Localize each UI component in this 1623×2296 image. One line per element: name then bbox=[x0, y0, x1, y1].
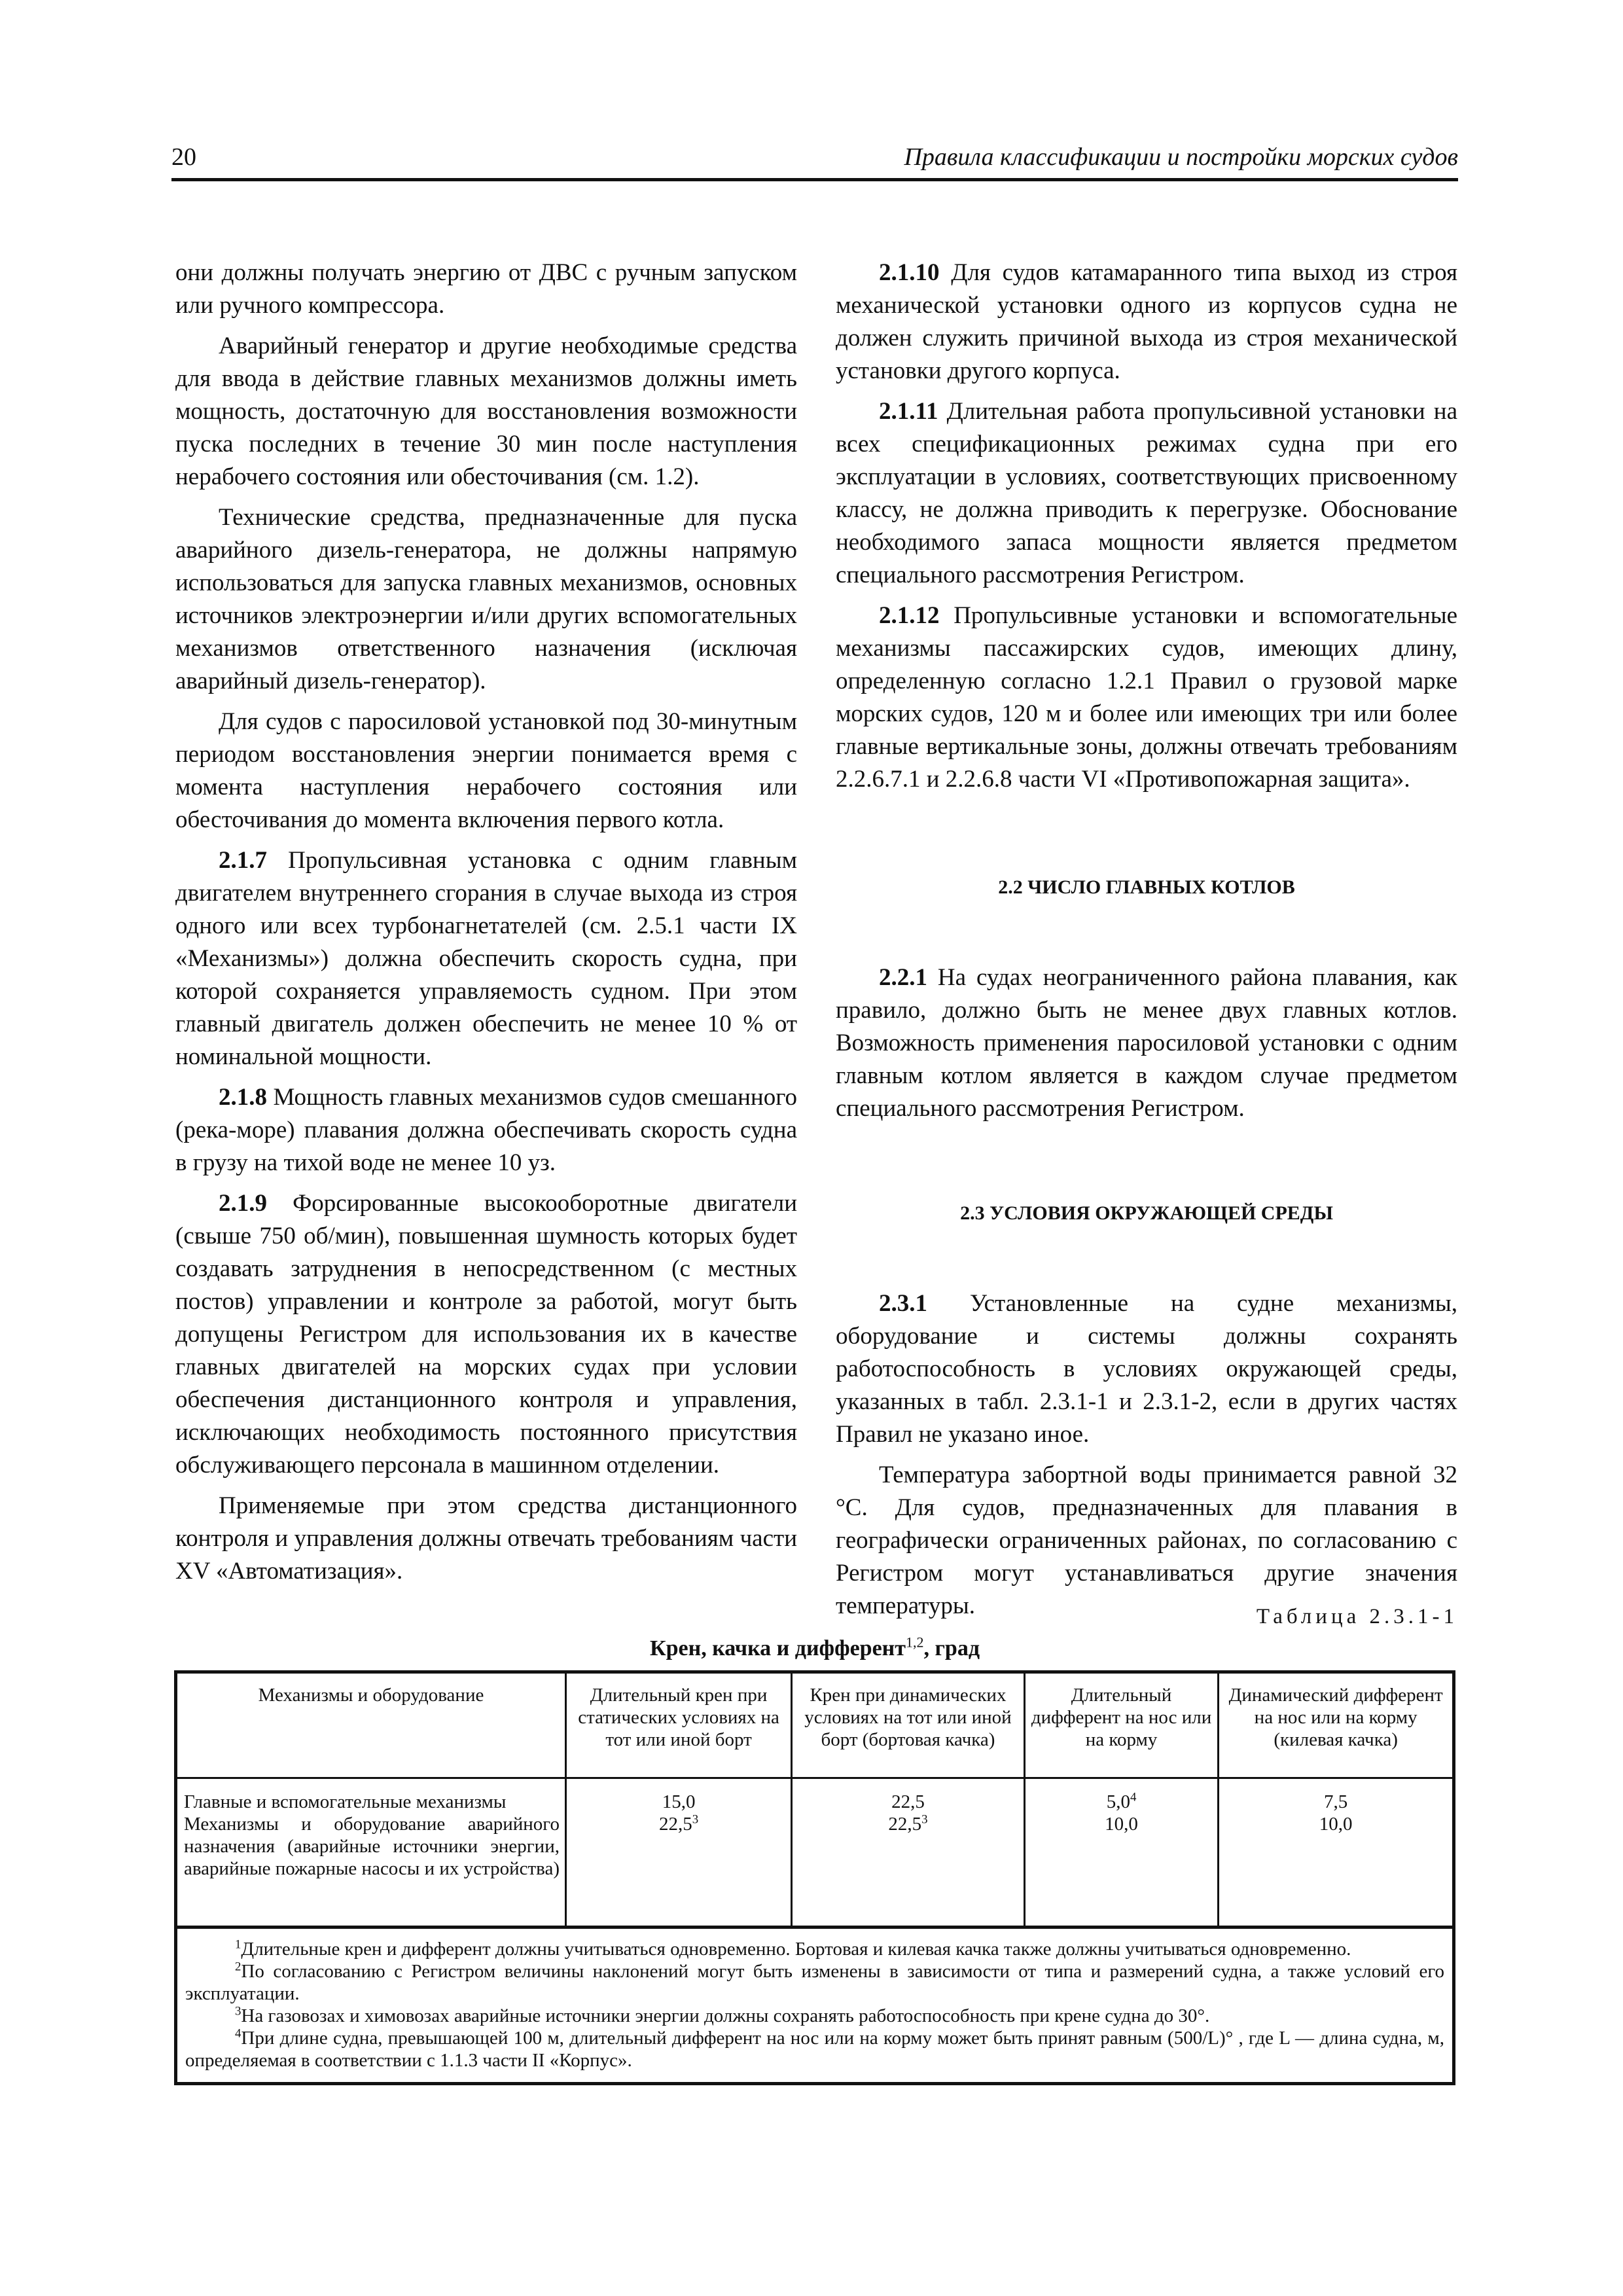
table-header-cell: Механизмы и оборудование bbox=[176, 1672, 566, 1778]
table-note: $^3$На газовозах и химовозах аварийные источники энергии должны сохранять работоспособность при крене судна до 30°. bbox=[235, 2004, 1210, 2026]
paragraph: Технические средства, предназначенные для пуска аварийного дизель-генератора, не должны напрямую использоваться для запуска главных механизмов, основных источников электроэнергии и/или других вспомогательных механизмов ответственного назначения (исключая аварийный дизель-генератор). bbox=[175, 504, 797, 694]
table-header-cell: Динамический дифферент на нос или на корму (килевая качка) bbox=[1219, 1672, 1454, 1778]
table-row bbox=[176, 1778, 1454, 1928]
paragraph-2-3-1: 2.3.1 Установленные на судне механизмы, оборудование и системы должны сохранять работоспособность в условиях окружающей среды, указанных в табл. 2.3.1-1 и 2.3.1-2, если в других частях Правил не указано иное. bbox=[836, 1290, 1457, 1448]
page-number: 20 bbox=[171, 143, 196, 171]
running-title: Правила классификации и постройки морских судов bbox=[904, 143, 1458, 171]
table-label: Таблица 2.3.1-1 bbox=[1256, 1605, 1458, 1628]
paragraph-2-1-10: 2.1.10 Для судов катамаранного типа выход из строя механической установки одного из корпусов судна не должен служить причиной выхода из строя механической установки другого корпуса. bbox=[836, 259, 1457, 384]
paragraph: Применяемые при этом средства дистанционного контроля и управления должны отвечать требованиям части XV «Автоматизация». bbox=[175, 1492, 797, 1585]
paragraph-2-1-12: 2.1.12 Пропульсивные установки и вспомогательные механизмы пассажирских судов, имеющих длину, определенную согласно 1.2.1 Правил о грузовой марке морских судов, 120 м и более или имеющих три или более главные вертикальные зоны, должны отвечать требованиям 2.2.6.7.1 и 2.2.6.8 части VI «Противопожарная защита». bbox=[836, 602, 1457, 793]
table-title: Крен, качка и дифферент$^{1,2}$, град bbox=[649, 1634, 980, 1660]
paragraph: Для судов с паросиловой установкой под 30-минутным периодом восстановления энергии понимается время с момента наступления нерабочего состояния или обесточивания до момента включения первого котла. bbox=[175, 708, 797, 833]
table-header-row bbox=[176, 1672, 1454, 1778]
paragraph-2-1-9: 2.1.9 Форсированные высокооборотные двигатели (свыше 750 об/мин), повышенная шумность которых будет создавать затруднения в непосредственном (с местных постов) управлении и контроле за работой, могут быть допущены Регистром для использования их в качестве главных двигателей на морских судах при условии обеспечения дистанционного контроля и управления, исключающих необходимость постоянного присутствия обслуживающего персонала в машинном отделении. bbox=[175, 1190, 797, 1479]
table-header-cell: Длительный дифферент на нос или на корму bbox=[1024, 1672, 1219, 1778]
section-heading-2-3: 2.3 УСЛОВИЯ ОКРУЖАЮЩЕЙ СРЕДЫ bbox=[960, 1202, 1333, 1224]
heel-trim-table bbox=[174, 1670, 1455, 2085]
paragraph-2-1-8: 2.1.8 Мощность главных механизмов судов смешанного (река-море) плавания должна обеспечивать скорость судна в грузу на тихой воде не менее 10 уз. bbox=[175, 1084, 797, 1176]
header-rule bbox=[171, 178, 1458, 181]
paragraph: Температура забортной воды принимается равной 32 °С. Для судов, предназначенных для плавания в географически ограниченных районах, по согласованию с Регистром могут устанавливаться другие значения температуры. bbox=[836, 1462, 1457, 1619]
paragraph: они должны получать энергию от ДВС с ручным запуском или ручного компрессора. bbox=[175, 259, 797, 319]
paragraph-2-1-7: 2.1.7 Пропульсивная установка с одним главным двигателем внутреннего сгорания в случае выхода из строя одного или всех турбонагнетателей (см. 2.5.1 части IX «Механизмы») должна обеспечить скорость судна, при которой сохраняется управляемость судном. При этом главный двигатель должен обеспечить не менее 10 % от номинальной мощности. bbox=[175, 847, 797, 1070]
table-note: $^1$Длительные крен и дифферент должны учитываться одновременно. Бортовая и килевая качка также должны учитываться одновременно. bbox=[235, 1937, 1351, 1960]
table-header-cell: Крен при динамических условиях на тот или иной борт (бортовая качка) bbox=[792, 1672, 1025, 1778]
table-cell: 22,5 22,5$^3$ bbox=[792, 1778, 1025, 1928]
table-note: $^2$По согласованию с Регистром величины наклонений могут быть изменены в зависимости от типа и размерений судна, а также условий его эксплуатации. bbox=[185, 1960, 1444, 2004]
left-column bbox=[175, 257, 797, 1596]
paragraph-2-1-11: 2.1.11 Длительная работа пропульсивной установки на всех спецификационных режимах судна при его эксплуатации в условиях, соответствующих присвоенному классу, не должна приводить к перегрузке. Обоснование необходимого запаса мощности является предметом специального рассмотрения Регистром. bbox=[836, 398, 1457, 588]
table-note: $^4$При длине судна, превышающей 100 м, длительный дифферент на нос или на корму может быть принят равным (500/L)° , где L — длина судна, м, определяемая в соответствии с 1.1.3 части II «Корпус». bbox=[185, 2026, 1444, 2071]
table-cell-equipment: Главные и вспомогательные механизмы Механизмы и оборудование аварийного назначения (аварийные источники энергии, аварийные пожарные насосы и их устройства) bbox=[176, 1778, 566, 1928]
table-notes-row bbox=[176, 1928, 1454, 2084]
table-cell: $5,0^4$ 10,0 bbox=[1024, 1778, 1219, 1928]
right-column bbox=[836, 257, 1457, 1630]
paragraph-2-2-1: 2.2.1 На судах неограниченного района плавания, как правило, должно быть не менее двух главных котлов. Возможность применения паросиловой установки с одним главным котлом является в каждом случае предметом специального рассмотрения Регистром. bbox=[836, 964, 1457, 1122]
table-header-cell: Длительный крен при статических условиях на тот или иной борт bbox=[565, 1672, 791, 1778]
table-notes bbox=[176, 1928, 1454, 2084]
table-cell: 7,5 10,0 bbox=[1219, 1778, 1454, 1928]
paragraph: Аварийный генератор и другие необходимые средства для ввода в действие главных механизмов должны иметь мощность, достаточную для восстановления возможности пуска последних в течение 30 мин после наступления нерабочего состояния или обесточивания (см. 1.2). bbox=[175, 332, 797, 490]
section-heading-2-2: 2.2 ЧИСЛО ГЛАВНЫХ КОТЛОВ bbox=[998, 876, 1295, 898]
table-cell: 15,0 22,5$^3$ bbox=[565, 1778, 791, 1928]
